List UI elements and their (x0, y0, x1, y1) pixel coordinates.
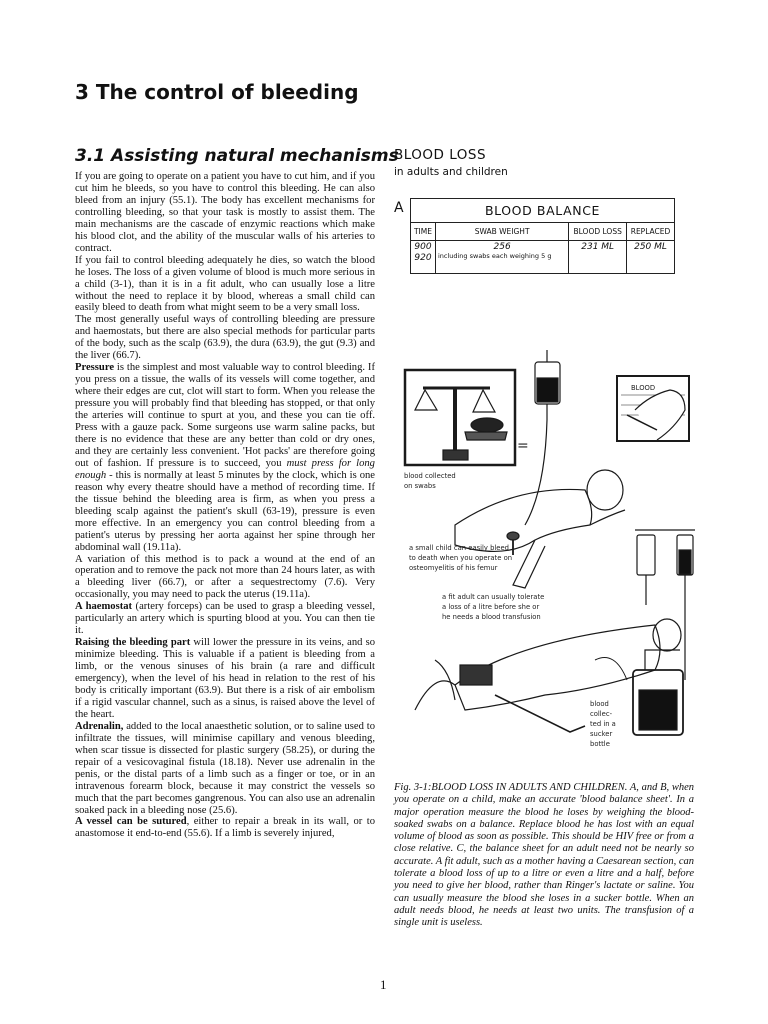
column-header-blood-loss: BLOOD LOSS (569, 223, 627, 241)
paragraph (75, 601, 375, 637)
paragraph-lead: A haemostat (75, 601, 133, 613)
paragraph: A variation of this method is to pack a wound at the end of an operation and to remove the pack not more than 24 hours later, as with a bleeding liver (66.7), or after a sequestrectomy (7.6). Very occasionally, you may need to pack the uterus (19.11a). (75, 553, 375, 601)
time-cell (411, 241, 436, 274)
sheet-label: BLOOD (631, 384, 656, 392)
paragraph-text: - this is normally at least 5 minutes by the clock, which is one reason why every theatre should have a method of recording time. If the tissue behind the bleeding area is firm, as when you press a bleeding scalp against the patient's skull (63-19), pressure is even more effective. In an emergency you can control bleeding from a patient's uterus by pressing her aorta against her spine through her abdominal wall (19.11a). (75, 469, 375, 553)
paragraph-lead: Adrenalin, (75, 720, 124, 732)
figure-caption (394, 782, 694, 930)
swab-weight-value: 256 (493, 242, 511, 252)
column-header-swab-weight: SWAB WEIGHT (435, 223, 568, 241)
chapter-title: 3 The control of bleeding (75, 80, 359, 104)
paragraph-lead: A vessel can be sutured (75, 816, 187, 828)
sucker-label-line: sucker (590, 730, 613, 738)
right-iv-drawing (635, 530, 695, 680)
sucker-label-line: blood (590, 700, 609, 708)
paragraph: If you fail to control bleeding adequately he dies, so watch the blood he loses. The loss of a given volume of blood is much more serious in a child (3-1), than it is in a fit adult, who can usually lose a litre without the need to replace it by blood, whereas a small child can easily bleed to death from what might seem to be a very small loss. (75, 254, 375, 314)
page-number: 1 (380, 977, 387, 992)
section-title: 3.1 Assisting natural mechanisms (75, 146, 399, 166)
emphasis-text: must press for long enough (75, 457, 375, 481)
table-row (411, 241, 675, 274)
body-text (75, 171, 375, 840)
iv-bag-drawing (525, 350, 560, 525)
paragraph (75, 816, 375, 840)
svg-text:=: = (517, 438, 529, 454)
child-label-line: a small child can easily bleed (409, 544, 509, 552)
paragraph-text: , either to repair a break in its wall, or to anastomose it end-to-end (55.6). If a limb is severely injured, (75, 816, 375, 840)
replaced-cell: 250 ML (627, 241, 675, 274)
blood-loss-cell: 231 ML (569, 241, 627, 274)
caption-text: Fig. 3-1:BLOOD LOSS IN ADULTS AND CHILDREN. A, and B, when you operate on a child, make an accurate 'blood balance sheet'. In a major operation measure the blood he loses by weighing the blood-soaked swabs on a balance. Replace blood he has lost with an equal volume of blood as soon as possible. This should be HIV free or from a close relative. C, the balance sheet for an adult need not be nearly so accurate. A fit adult, such as a mother having a Caesarean section, can tolerate a blood loss of up to a litre or even a litre and a half, before you need to give her blood, rather than Ringer's lactate or saline. You can usually measure the blood she loses in a sucker bottle. When an adult needs blood, he needs at least two units. The transfusion of a single unit is useless. (394, 782, 694, 929)
paragraph-lead: Pressure (75, 362, 115, 374)
column-header-replaced: REPLACED (627, 223, 675, 241)
adult-label-line: a loss of a litre before she or (442, 603, 540, 611)
swabs-label-line: on swabs (404, 482, 436, 490)
panel-a-letter: A (394, 200, 404, 216)
paragraph: If you are going to operate on a patient you have to cut him, and if you cut him he bleeds, so you have to control this bleeding. He can also bleed from an injury (55.1). The body has excellent mechanisms for controlling bleeding, so that your task is mostly to assist them. The main mechanisms are the cascade of enzymic reactions which make his blood clot, and the ability of the muscular walls of his arteries to contract. (75, 171, 375, 254)
adult-label-line: a fit adult can usually tolerate (442, 593, 545, 601)
child-label-line: osteomyelitis of his femur (409, 564, 498, 572)
swab-note: including swabs each weighing 5 g (437, 252, 552, 260)
paragraph-text: (artery forceps) can be used to grasp a bleeding vessel, particularly an artery which is spurting blood at you. You can then tie it. (75, 601, 375, 637)
swabs-label-line: blood collected (404, 472, 456, 480)
paragraph-text: is the simplest and most valuable way to control bleeding. If you press on a tissue, the walls of its vessels will come together, and where their edges are cut, clot will start to form. When you release the pressure you will probably find that bleeding has stopped, or that only the arteries will continue to spurt at you, and these you can tie off. Press with a gauze pack. Some surgeons use warm saline packs, but there is no evidence that these are any better than cold or dry ones, and they are certainly less convenient. 'Hot packs' are therefore going out of fashion. If pressure is to succeed, you (75, 362, 375, 469)
paragraph (75, 721, 375, 817)
paragraph (75, 637, 375, 721)
swab-weight-cell (435, 241, 568, 274)
child-label-line: to death when you operate on (409, 554, 513, 562)
paragraph (75, 362, 375, 553)
sucker-label-line: ted in a (590, 720, 616, 728)
paragraph: The most generally useful ways of controlling bleeding are pressure and haemostats, but there are also special methods for particular parts of the body, such as the scalp (63.9), the dura (63.9), the gut (9.3) and the liver (66.7). (75, 314, 375, 362)
blood-loss-illustration (395, 350, 695, 770)
table-title: BLOOD BALANCE (411, 199, 675, 223)
time-value: 920 (414, 253, 432, 263)
paragraph-text: will lower the pressure in its veins, and so minimize bleeding. This is valuable if a patient is bleeding from a limb, or the venous sinuses of his brain (a rare and difficult emergency), when the level of his head in relation to the rest of his body is critically important (63.9). But there is a risk of air embolism if a rigid vascular channel, such as a sinus, is raised above the level of the heart. (75, 637, 375, 720)
paragraph-lead: Raising the bleeding part (75, 637, 191, 649)
balance-scale-drawing (405, 370, 515, 465)
figure-title: BLOOD LOSS (394, 147, 487, 163)
column-header-time: TIME (411, 223, 436, 241)
figure-subtitle: in adults and children (394, 166, 508, 178)
adult-label-line: he needs a blood transfusion (442, 613, 541, 621)
sucker-label-line: collec- (590, 710, 613, 718)
paragraph-text: added to the local anaesthetic solution, or to saline used to infiltrate the tissues, will minimise capillary and venous bleeding, when scar tissue is dissected for plastic surgery (58.25), or during the repair of a vesicovaginal fistula (18.18). Never use adrenalin in the penis, or the distal parts of a limb such as a finger or toe, or in an intravenous forearm block, because it may constrict the vessels so much that the part becomes gangrenous. You can also use an adrenalin soaked pack in a bleeding nose (25.6). (75, 720, 375, 816)
sucker-label-line: bottle (590, 740, 610, 748)
blood-balance-table (410, 198, 675, 274)
time-value: 900 (414, 242, 432, 252)
